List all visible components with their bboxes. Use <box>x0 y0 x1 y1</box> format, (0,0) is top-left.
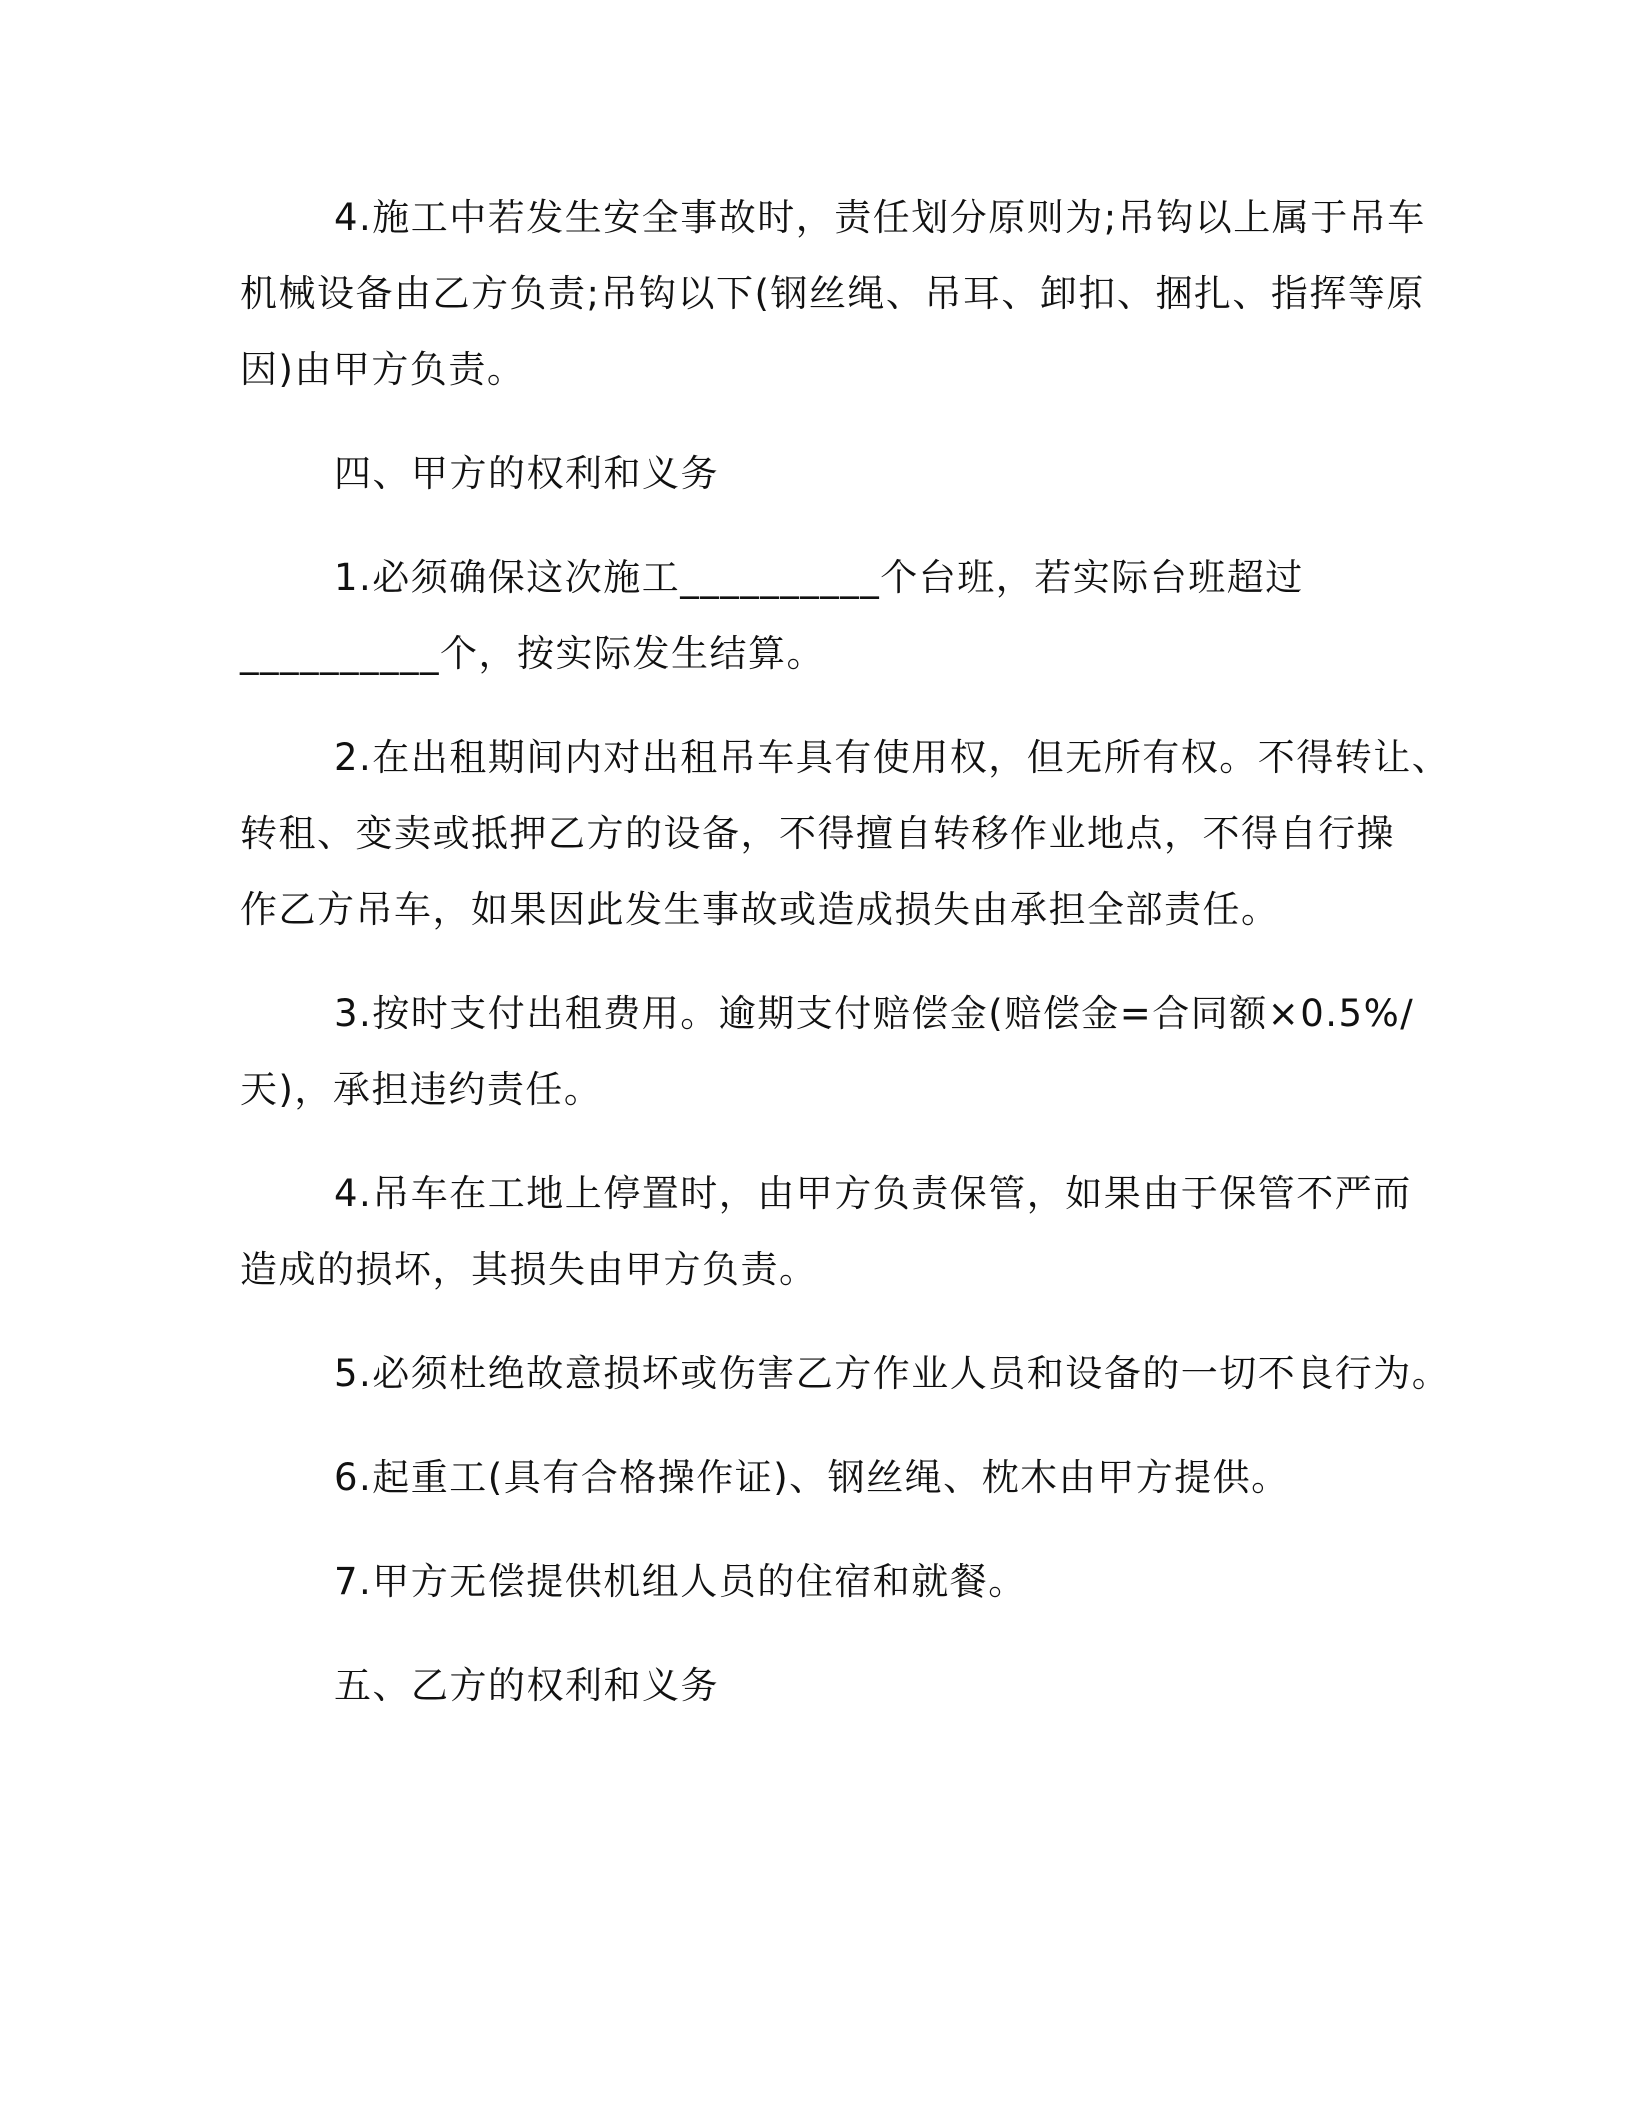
clause-4-2-line-2: 转租、变卖或抵押乙方的设备，不得擅自转移作业地点，不得自行操 <box>240 812 1395 855</box>
clause-4-1-line-2: __________个，按实际发生结算。 <box>240 632 825 675</box>
clause-4-1-line-1: 1.必须确保这次施工__________个台班，若实际台班超过 <box>334 556 1304 599</box>
clause-4-3-line-1: 3.按时支付出租费用。逾期支付赔偿金(赔偿金=合同额×0.5%/ <box>334 992 1415 1035</box>
section-5-heading: 五、乙方的权利和义务 <box>334 1664 719 1707</box>
clause-4-2-line-3: 作乙方吊车，如果因此发生事故或造成损失由承担全部责任。 <box>240 888 1280 931</box>
clause-3-4-line-2: 机械设备由乙方负责;吊钩以下(钢丝绳、吊耳、卸扣、捆扎、指挥等原 <box>240 272 1425 315</box>
clause-4-4-line-2: 造成的损坏，其损失由甲方负责。 <box>240 1248 818 1291</box>
clause-4-3-line-2: 天)，承担违约责任。 <box>240 1068 603 1111</box>
clause-4-2-line-1: 2.在出租期间内对出租吊车具有使用权，但无所有权。不得转让、 <box>334 736 1451 779</box>
clause-4-5: 5.必须杜绝故意损坏或伤害乙方作业人员和设备的一切不良行为。 <box>334 1352 1451 1395</box>
clause-3-4-line-3: 因)由甲方负责。 <box>240 348 526 391</box>
clause-4-7: 7.甲方无偿提供机组人员的住宿和就餐。 <box>334 1560 1027 1603</box>
clause-4-6: 6.起重工(具有合格操作证)、钢丝绳、枕木由甲方提供。 <box>334 1456 1290 1499</box>
clause-4-4-line-1: 4.吊车在工地上停置时，由甲方负责保管，如果由于保管不严而 <box>334 1172 1412 1215</box>
section-4-heading: 四、甲方的权利和义务 <box>334 452 719 495</box>
clause-3-4-line-1: 4.施工中若发生安全事故时，责任划分原则为;吊钩以上属于吊车 <box>334 196 1426 239</box>
